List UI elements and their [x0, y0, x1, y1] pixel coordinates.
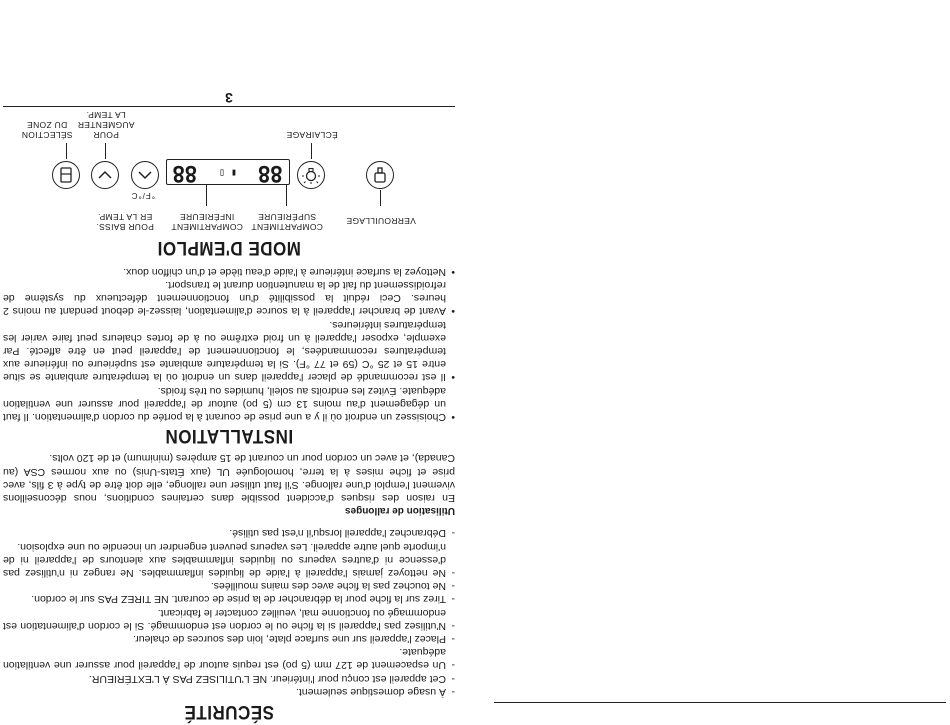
page-number: 3	[225, 90, 233, 107]
installation-title: INSTALLATION	[164, 425, 294, 448]
securite-item: - À usage domestique seulement.	[3, 685, 455, 698]
lock-button[interactable]	[366, 161, 394, 189]
display-digits-left: 88	[258, 160, 283, 186]
leader-superieur	[286, 184, 287, 206]
temp-down-button[interactable]	[131, 161, 159, 189]
zone-icon	[60, 167, 72, 183]
label-baisser: POUR BAISS. ER LA TEMP.	[96, 212, 154, 233]
zone-indicator-icons: ▮ ▯	[218, 166, 238, 178]
leader-selection	[66, 143, 67, 159]
lock-icon	[373, 167, 387, 183]
label-compartiment-superieur: COMPARTIMENT SUPÉRIEURE	[251, 212, 323, 233]
label-selection: SÉLECTION DU ZONE	[21, 120, 73, 141]
zone-select-button[interactable]	[52, 161, 80, 189]
footer-rule	[3, 106, 455, 107]
label-compartiment-inferieur: COMPARTIMENT INFÉRIEURE	[171, 212, 243, 233]
securite-item: - Ne nettoyez jamais l'appareil à l'aide de liquides inflammables. Ne rangez ni n'utilisez pas d'essence ni d'autres vapeurs ou liquides inflammables aux alentours de l'appareil ni de n'importe quel autre appareil. Les vapeurs peuvent engendrer un incendie ou une explosion.	[3, 539, 455, 579]
light-bulb-icon	[301, 165, 321, 185]
manual-column	[3, 91, 455, 725]
installation-item: • Avant de brancher l'appareil à la source d'alimentation, laissez-le debout pendant au moins 2 heures. Ceci réduit la possibilité d'un fonctionnement défectueux du système de refroidissement du fait de la manutention durant le transport.	[3, 278, 455, 318]
securite-item: - Un espacement de 127 mm (5 po) est requis autour de l'appareil pour assurer une ventilation adéquate.	[3, 645, 455, 671]
securite-list	[3, 526, 455, 698]
securite-item: - Ne touchez pas la fiche avec des mains mouillées.	[3, 579, 455, 592]
installation-item: • Il est recommandé de placer l'appareil dans un endroit où la température ambiante se situe entre 15 et 25 °C (59 et 77 °F). Si la température ambiante est supérieure ou inférieure aux températures recommandées, le fonctionnement de l'appareil peut en être affecté. Par exemple, exposer l'appareil à un froid extrême ou à de fortes chaleurs peut faire varier les températures intérieures.	[3, 317, 455, 383]
rallonges-text: En raison des risques d'accident possible dans certaines conditions, nous déconseillons vivement l'emploi d'une rallonge. S'il faut utiliser une rallonge, elle doit être de type à 3 fils, avec prise et fiche mises à la terre, homologuée UL (aux États-Unis) ou aux normes CSA (au Canada), et avec un cordon pour un courant de 15 ampères (minimum) et de 120 volts.	[3, 452, 455, 504]
label-eclairage: ÉCLAIRAGE	[286, 130, 338, 141]
unit-marker: °F/°C	[130, 191, 155, 201]
securite-item: - Tirez sur la fiche pour la débrancher de la prise de courant. NE TIREZ PAS sur le cordon.	[3, 592, 455, 605]
securite-title: SÉCURITÉ	[184, 701, 274, 724]
installation-list	[3, 265, 455, 423]
securite-item: - N'utilisez pas l'appareil si la fiche ou le cordon est endommagé. Si le cordon d'alimentation est endommagé ou fonctionne mal, veuillez contacter le fabricant.	[3, 605, 455, 631]
left-column-rule	[494, 702, 946, 703]
leader-inferieur	[206, 184, 207, 206]
light-button[interactable]	[297, 161, 325, 189]
installation-item: • Nettoyez la surface intérieure à l'aide d'eau tiède et d'un chiffon doux.	[3, 265, 455, 278]
leader-augmenter	[105, 143, 106, 159]
temp-up-button[interactable]	[91, 161, 119, 189]
control-panel-diagram	[3, 107, 455, 242]
leader-verrouillage	[380, 190, 381, 206]
label-verrouillage: VERROUILLAGE	[346, 216, 416, 227]
chevron-down-icon	[98, 170, 112, 180]
installation-item: • Choisissez un endroit où il y a une prise de courant à la portée du cordon d'alimentation. Il faut un dégagement d'au moins 13 cm (5 po) autour de l'appareil pour assurer une ventilation adéquate. Évitez les endroits au soleil, humides ou très froids.	[3, 383, 455, 423]
mode-emploi-title: MODE D'EMPLOI	[157, 238, 301, 260]
label-augmenter: POUR AUGMENTER LA TEMP.	[77, 110, 135, 141]
display-digits-right: 88	[173, 160, 198, 186]
securite-item: - Débranchez l'appareil lorsqu'il n'est pas utilisé.	[3, 526, 455, 539]
securite-item: - Cet appareil est conçu pour l'intérieur. NE L'UTILISEZ PAS À L'EXTÉRIEUR.	[3, 671, 455, 684]
leader-eclairage	[311, 143, 312, 159]
rallonges-title: Utilisation de rallonges	[344, 505, 455, 517]
chevron-up-icon	[138, 170, 152, 180]
securite-item: - Placez l'appareil sur une surface plate, loin des sources de chaleur.	[3, 632, 455, 645]
temperature-display	[166, 159, 290, 185]
